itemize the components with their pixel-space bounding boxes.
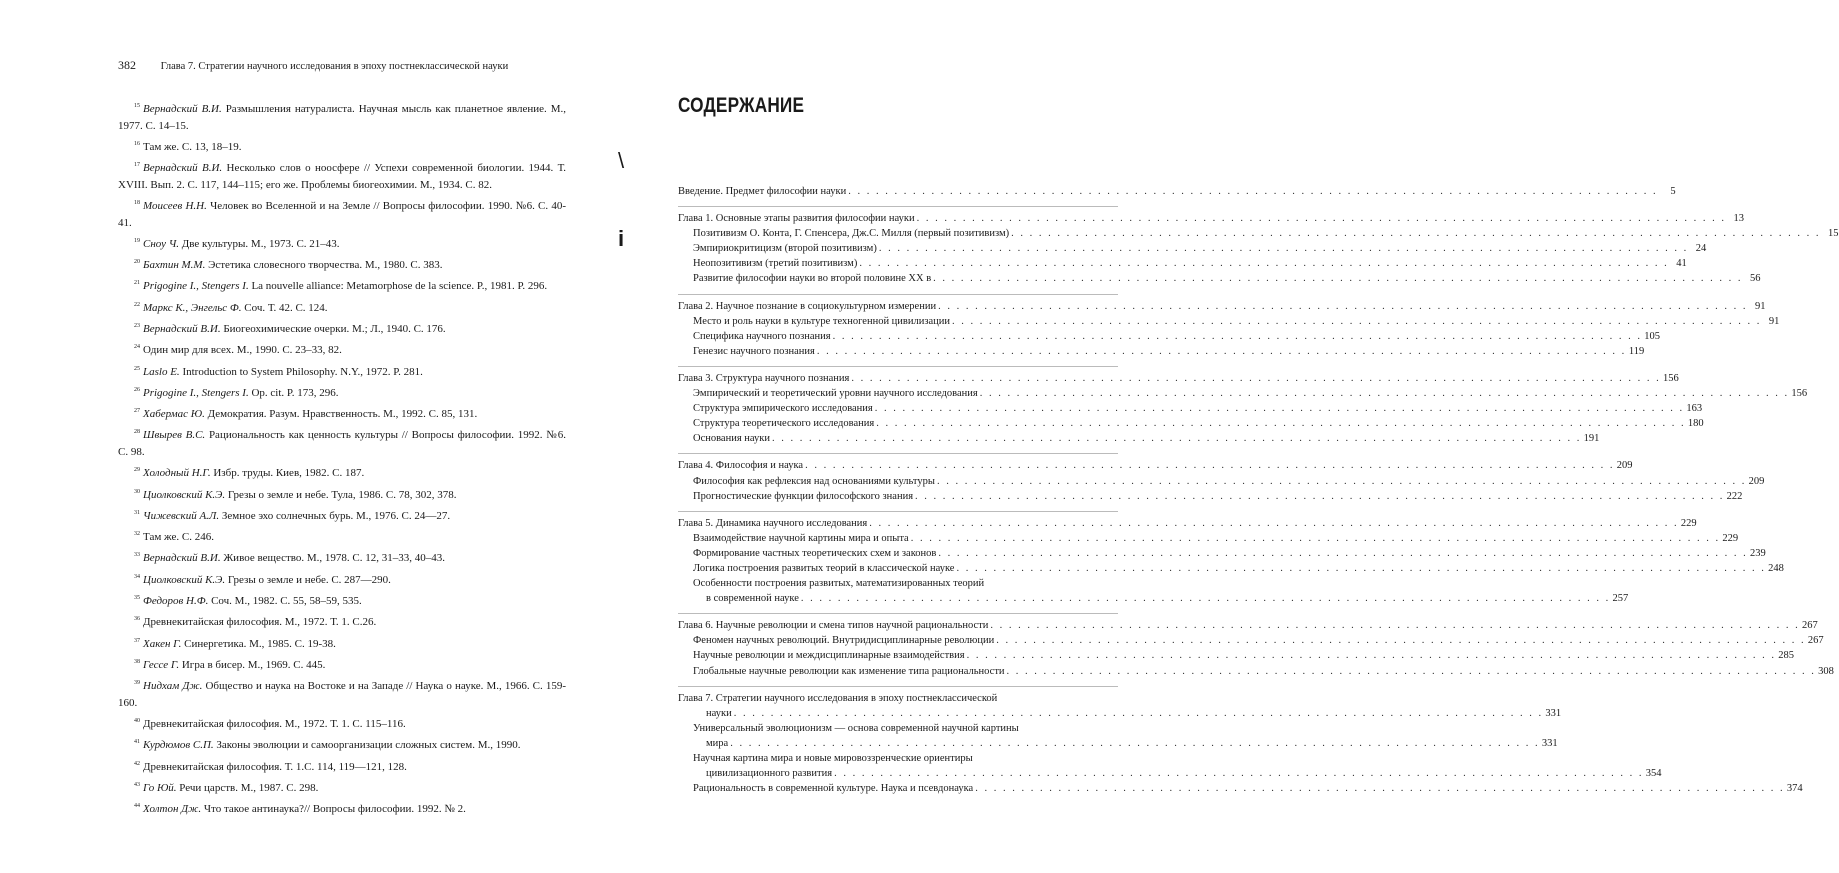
toc-label: в современной науке bbox=[706, 593, 799, 605]
toc-label: Неопозитивизм (третий позитивизм) bbox=[693, 258, 858, 270]
footnote bbox=[118, 403, 566, 423]
footnote bbox=[118, 424, 566, 460]
footnote-text: Синергетика. М., 1985. С. 19-38. bbox=[184, 637, 336, 650]
toc-page-number: 156 bbox=[1662, 372, 1679, 384]
footnote-author: Нидхам Дж. bbox=[143, 680, 203, 693]
footnote-author: Швырев В.С. bbox=[143, 429, 206, 442]
toc-section[interactable] bbox=[678, 258, 1687, 273]
toc-leader-dots bbox=[848, 186, 1657, 197]
footnote bbox=[118, 157, 566, 193]
toc-section[interactable] bbox=[678, 273, 1761, 288]
toc-section[interactable] bbox=[678, 578, 1118, 593]
toc-page-number: 56 bbox=[1750, 273, 1761, 285]
toc-leader-dots bbox=[730, 738, 1539, 749]
toc-label: науки bbox=[706, 707, 732, 719]
footnote-number: 26 bbox=[134, 386, 140, 393]
toc-page-number: 222 bbox=[1726, 490, 1743, 502]
toc-page-number: 156 bbox=[1791, 388, 1808, 400]
toc-leader-dots bbox=[911, 533, 1720, 544]
footnote-number: 39 bbox=[134, 680, 140, 687]
footnote-text: Биогеохимические очерки. М.; Л., 1940. С. 176. bbox=[223, 323, 446, 336]
footnote-author: Го Юй. bbox=[143, 781, 177, 794]
footnote bbox=[118, 275, 566, 295]
toc-section[interactable] bbox=[678, 243, 1707, 258]
toc-leader-dots bbox=[938, 548, 1747, 559]
toc-leader-dots bbox=[879, 243, 1688, 254]
toc-leader-dots bbox=[967, 650, 1776, 661]
toc-page-number: 91 bbox=[1768, 315, 1780, 327]
toc-leader-dots bbox=[801, 593, 1610, 604]
toc-leader-dots bbox=[851, 373, 1660, 384]
footnote-text: Избр. труды. Киев, 1982. С. 187. bbox=[213, 467, 365, 480]
toc-section[interactable] bbox=[678, 532, 1739, 548]
toc-page-number: 354 bbox=[1645, 768, 1662, 780]
toc-chapter[interactable] bbox=[678, 620, 1818, 635]
footnote-author: Бахтин М.М. bbox=[143, 259, 206, 272]
toc-leader-dots bbox=[956, 563, 1765, 574]
toc-label: Прогностические функции философского знания bbox=[693, 490, 914, 502]
toc-section[interactable] bbox=[678, 665, 1834, 681]
footnote-text: Что такое антинаука?// Вопросы философии. 1992. № 2. bbox=[203, 803, 466, 816]
toc-label: Генезис научного познания bbox=[693, 345, 815, 357]
toc-page-number: 191 bbox=[1583, 433, 1600, 445]
toc-leader-dots bbox=[938, 301, 1747, 312]
footnote-text: Земное эхо солнечных бурь. М., 1976. С. 24—27. bbox=[221, 509, 451, 522]
footnote-author: Циолковский К.Э. bbox=[143, 488, 226, 501]
footnote-text: La nouvelle alliance: Metamorphose de la science. P., 1981. P. 296. bbox=[251, 280, 548, 293]
footnote bbox=[118, 590, 566, 610]
toc-section[interactable] bbox=[678, 547, 1766, 563]
toc-section[interactable] bbox=[678, 228, 1839, 243]
footnote-author: Сноу Ч. bbox=[143, 237, 180, 250]
toc-section[interactable] bbox=[678, 783, 1803, 798]
footnote bbox=[118, 505, 566, 525]
toc-chapter[interactable] bbox=[678, 213, 1744, 228]
footnote-author: Хабермас Ю. bbox=[143, 408, 205, 421]
footnote-number: 37 bbox=[134, 637, 140, 644]
footnote-author: Вернадский В.И. bbox=[143, 162, 223, 175]
toc-page-number: 163 bbox=[1686, 403, 1703, 415]
toc-label: Эмпирический и теоретический уровни научного исследования bbox=[693, 388, 978, 400]
toc-leader-dots bbox=[869, 518, 1678, 529]
toc-label: Взаимодействие научной картины мира и опыта bbox=[693, 532, 909, 544]
toc-leader-dots bbox=[975, 783, 1784, 794]
toc-label: Глава 7. Стратегии научного исследования в эпоху постнеклассической bbox=[678, 692, 998, 704]
footnote-number: 44 bbox=[134, 803, 140, 810]
toc-page-number: 229 bbox=[1722, 532, 1739, 544]
footnote-number: 19 bbox=[134, 237, 140, 244]
toc-leader-dots bbox=[980, 388, 1789, 399]
footnote-text: Там же. С. 13, 18–19. bbox=[143, 140, 242, 153]
toc-leader-dots bbox=[876, 418, 1685, 429]
footnote-author: Вернадский В.И. bbox=[143, 323, 221, 336]
footnote-author: Prigogine I., Stengers I. bbox=[143, 280, 249, 293]
left-page-header bbox=[118, 58, 578, 73]
footnote-author: Моисеев Н.Н. bbox=[143, 200, 207, 213]
toc-leader-dots bbox=[734, 708, 1543, 719]
toc-section[interactable] bbox=[678, 737, 1558, 753]
footnote-text: Рациональность как ценность культуры // Вопросы философии. 1992. №6. С. 98. bbox=[118, 429, 566, 459]
footnote bbox=[118, 777, 566, 797]
footnote bbox=[118, 756, 566, 776]
footnote-author: Гессе Г. bbox=[143, 658, 180, 671]
toc-page-number: 285 bbox=[1778, 650, 1794, 662]
toc-page-number: 308 bbox=[1818, 665, 1834, 677]
footnote-author: Циолковский К.Э. bbox=[143, 573, 226, 586]
footnote-text: Несколько слов о ноосфере // Успехи современной биологии. 1944. Т. XVIII. Вып. 2. С. 117, 144–115; его же. Проблемы биогеохимии. М., 1934. С. 82. bbox=[118, 162, 566, 191]
toc-label: Структура эмпирического исследования bbox=[693, 403, 873, 415]
toc-leader-dots bbox=[772, 433, 1581, 444]
toc-page-number: 119 bbox=[1628, 345, 1645, 357]
toc-section[interactable] bbox=[678, 723, 1118, 738]
toc-label: Универсальный эволюционизм — основа современной научной картины bbox=[693, 722, 1019, 734]
toc-page-number: 209 bbox=[1616, 460, 1633, 472]
footnote bbox=[118, 569, 566, 589]
toc-label: Логика построения развитых теорий в классической науке bbox=[693, 562, 955, 574]
toc-divider bbox=[678, 366, 1118, 367]
toc-label: Глава 4. Философия и наука bbox=[678, 460, 804, 472]
toc-chapter[interactable] bbox=[678, 517, 1697, 533]
footnote-text: Демократия. Разум. Нравственность. М., 1992. С. 85, 131. bbox=[207, 408, 478, 421]
toc-label: Глава 3. Структура научного познания bbox=[678, 372, 850, 384]
footnote bbox=[118, 195, 566, 231]
toc-page-number: 91 bbox=[1754, 300, 1766, 312]
toc-leader-dots bbox=[996, 635, 1805, 646]
footnote-author: Laslo E. bbox=[143, 365, 180, 378]
footnote bbox=[118, 484, 566, 504]
toc-leader-dots bbox=[1011, 228, 1820, 239]
toc-section[interactable] bbox=[678, 315, 1780, 331]
footnote-number: 32 bbox=[134, 531, 140, 538]
footnote-text: Древнекитайская философия. М., 1972. Т. 1. С. 115–116. bbox=[143, 718, 406, 730]
toc-page-number: 229 bbox=[1680, 517, 1697, 529]
toc-chapter[interactable] bbox=[678, 693, 1118, 708]
toc-divider bbox=[678, 206, 1118, 207]
footnote-number: 27 bbox=[134, 408, 140, 415]
footnote bbox=[118, 798, 566, 818]
toc-label: Эмпириокритицизм (второй позитивизм) bbox=[693, 243, 877, 255]
toc-page-number: 13 bbox=[1733, 213, 1744, 225]
toc-label: Особенности построения развитых, математизированных теорий bbox=[693, 578, 985, 590]
footnote-number: 31 bbox=[134, 509, 140, 516]
toc-section[interactable] bbox=[678, 330, 1660, 346]
footnote bbox=[118, 654, 566, 674]
footnote-text: Общество и наука на Востоке и на Западе // Наука о науке. М., 1966. С. 159-160. bbox=[118, 680, 567, 709]
footnote-number: 20 bbox=[134, 259, 140, 266]
footnote-number: 22 bbox=[134, 301, 140, 308]
toc-leader-dots bbox=[915, 491, 1724, 502]
footnote-text: Грезы о земле и небе. Тула, 1986. С. 78, 302, 378. bbox=[227, 488, 457, 501]
toc-section[interactable] bbox=[678, 433, 1600, 448]
toc-label: Основания науки bbox=[693, 433, 771, 445]
footnote bbox=[118, 675, 566, 711]
toc-section[interactable] bbox=[678, 768, 1662, 783]
toc-section[interactable] bbox=[678, 707, 1562, 723]
footnote bbox=[118, 547, 566, 567]
toc-page-number: 239 bbox=[1749, 547, 1766, 559]
footnote-author: Вернадский В.И. bbox=[143, 103, 222, 115]
running-head: Глава 7. Стратегии научного исследования в эпоху постнеклассической науки bbox=[160, 61, 509, 72]
toc-chapter[interactable] bbox=[678, 372, 1679, 388]
footnote-author: Вернадский В.И. bbox=[143, 552, 221, 565]
toc-section[interactable] bbox=[678, 475, 1765, 491]
toc-page-number: 374 bbox=[1786, 783, 1803, 795]
footnotes-list bbox=[118, 98, 566, 819]
toc-divider bbox=[678, 294, 1118, 295]
toc-label: Глава 5. Динамика научного исследования bbox=[678, 517, 868, 529]
toc-leader-dots bbox=[834, 768, 1643, 779]
toc-page-number: 331 bbox=[1545, 707, 1562, 719]
footnote-number: 24 bbox=[134, 344, 140, 351]
toc-label: Место и роль науки в культуре техногенной цивилизации bbox=[693, 315, 951, 327]
toc-section[interactable] bbox=[678, 593, 1629, 608]
footnote-number: 34 bbox=[134, 573, 140, 580]
footnote bbox=[118, 611, 566, 631]
toc-leader-dots bbox=[917, 213, 1726, 224]
footnote-number: 36 bbox=[134, 616, 140, 623]
toc-label: Глава 2. Научное познание в социокультурном измерении bbox=[678, 300, 937, 312]
footnote-text: Речи царств. М., 1987. С. 298. bbox=[179, 781, 319, 794]
footnote-number: 29 bbox=[134, 467, 140, 474]
toc-page-number: 267 bbox=[1807, 635, 1824, 647]
footnote-number: 40 bbox=[134, 718, 140, 724]
footnote-text: Introduction to System Philosophy. N.Y., 1972. P. 281. bbox=[182, 365, 423, 378]
toc-label: Развитие философии науки во второй половине XX в bbox=[693, 273, 932, 285]
footnote bbox=[118, 382, 566, 402]
footnote bbox=[118, 526, 566, 546]
footnote-author: Хакен Г. bbox=[143, 637, 182, 650]
footnote bbox=[118, 734, 566, 754]
toc-leader-dots bbox=[990, 620, 1799, 631]
footnote-text: Эстетика словесного творчества. М., 1980. С. 383. bbox=[208, 259, 443, 272]
footnote-text: Живое вещество. М., 1978. С. 12, 31–33, 40–43. bbox=[223, 552, 446, 565]
toc-leader-dots bbox=[859, 258, 1668, 269]
toc-section[interactable] bbox=[678, 650, 1794, 665]
toc-label: Позитивизм О. Конта, Г. Спенсера, Дж.С. Милля (первый позитивизм) bbox=[693, 228, 1010, 240]
toc-page-number: 105 bbox=[1644, 330, 1660, 342]
footnote-text: Соч. М., 1982. С. 55, 58–59, 535. bbox=[211, 595, 362, 607]
footnote-text: Там же. С. 246. bbox=[143, 531, 214, 544]
footnote-author: Курдюмов С.П. bbox=[143, 739, 214, 752]
toc-label: Философия как рефлексия над основаниями культуры bbox=[693, 475, 935, 487]
toc-label: Специфика научного познания bbox=[693, 330, 831, 342]
footnote-number: 42 bbox=[134, 760, 140, 767]
toc-page-number: 267 bbox=[1802, 620, 1818, 632]
footnote-number: 43 bbox=[134, 781, 140, 788]
toc-page-number: 331 bbox=[1541, 737, 1558, 749]
footnote-number: 21 bbox=[134, 280, 140, 287]
toc-label: Глава 6. Научные революции и смена типов научной рациональности bbox=[678, 620, 989, 632]
toc-title: СОДЕРЖАНИЕ bbox=[678, 94, 805, 117]
footnote bbox=[118, 339, 566, 359]
toc-section[interactable] bbox=[678, 635, 1824, 650]
footnote-text: Законы эволюции и самоорганизации сложных систем. М., 1990. bbox=[216, 739, 521, 752]
footnote-author: Федоров Н.Ф. bbox=[143, 595, 209, 607]
footnote-number: 33 bbox=[134, 552, 140, 559]
toc-label: мира bbox=[706, 737, 729, 749]
footnote-number: 35 bbox=[134, 595, 140, 601]
footnote bbox=[118, 318, 566, 338]
toc-divider bbox=[678, 511, 1118, 512]
footnote-number: 18 bbox=[134, 200, 140, 207]
table-of-contents bbox=[678, 186, 1839, 798]
toc-leader-dots bbox=[933, 273, 1742, 284]
toc-page-number: 248 bbox=[1768, 562, 1784, 574]
toc-label: цивилизационного развития bbox=[706, 768, 833, 780]
footnote bbox=[118, 254, 566, 274]
footnote-number: 17 bbox=[134, 162, 140, 169]
footnote bbox=[118, 713, 566, 733]
toc-section[interactable] bbox=[678, 403, 1703, 418]
footnote-text: Две культуры. М., 1973. С. 21–43. bbox=[181, 237, 340, 250]
footnote bbox=[118, 633, 566, 653]
toc-label: Рациональность в современной культуре. Наука и псевдонаука bbox=[693, 783, 974, 795]
toc-section[interactable] bbox=[678, 388, 1808, 403]
footnote-number: 28 bbox=[134, 429, 140, 436]
toc-leader-dots bbox=[875, 403, 1684, 414]
footnote-author: Холодный Н.Г. bbox=[143, 467, 211, 480]
toc-leader-dots bbox=[817, 346, 1626, 357]
toc-section[interactable] bbox=[678, 490, 1743, 506]
toc-label: Глава 1. Основные этапы развития философии науки bbox=[678, 213, 915, 225]
toc-leader-dots bbox=[1007, 666, 1816, 677]
margin-mark-slash: \ bbox=[618, 148, 625, 173]
footnote bbox=[118, 462, 566, 482]
footnote-number: 15 bbox=[134, 103, 140, 109]
toc-chapter[interactable] bbox=[678, 300, 1766, 316]
toc-page-number: 209 bbox=[1748, 475, 1765, 487]
footnote-text: Человек во Вселенной и на Земле // Вопросы философии. 1990. №6. С. 40-41. bbox=[118, 200, 566, 229]
toc-label: Формирование частных теоретических схем и законов bbox=[693, 547, 937, 559]
toc-divider bbox=[678, 453, 1118, 454]
footnote-text: Один мир для всех. М., 1990. С. 23–33, 82. bbox=[143, 344, 342, 357]
toc-leader-dots bbox=[937, 476, 1746, 487]
footnote-number: 30 bbox=[134, 488, 140, 495]
footnote-text: Соч. Т. 42. С. 124. bbox=[244, 301, 328, 314]
footnote-text: Размышления натуралиста. Научная мысль как планетное явление. М., 1977. С. 14–15. bbox=[118, 103, 567, 132]
footnote bbox=[118, 233, 566, 253]
toc-leader-dots bbox=[952, 316, 1761, 327]
footnote-number: 41 bbox=[134, 739, 140, 746]
toc-chapter[interactable] bbox=[678, 460, 1633, 475]
page-number: 382 bbox=[118, 58, 136, 72]
toc-section[interactable] bbox=[678, 418, 1704, 433]
toc-page-number: 180 bbox=[1687, 418, 1704, 430]
toc-page-number: 15 bbox=[1828, 228, 1839, 240]
toc-section[interactable] bbox=[678, 562, 1784, 578]
toc-leader-dots bbox=[805, 460, 1614, 471]
toc-page-number: 257 bbox=[1612, 593, 1629, 605]
margin-mark-i: i bbox=[618, 226, 625, 251]
toc-label: Научные революции и междисциплинарные взаимодействия bbox=[693, 650, 965, 662]
footnote-text: Op. cit. P. 173, 296. bbox=[251, 386, 339, 399]
footnote-number: 38 bbox=[134, 658, 140, 665]
footnote-author: Холтон Дж. bbox=[143, 803, 202, 816]
footnote-number: 16 bbox=[134, 140, 140, 147]
toc-label: Научная картина мира и новые мировоззренческие ориентиры bbox=[693, 753, 973, 764]
toc-label: Введение. Предмет философии науки bbox=[678, 186, 847, 197]
footnote-text: Древнекитайская философия. Т. 1.С. 114, 119—121, 128. bbox=[143, 760, 407, 773]
toc-divider bbox=[678, 686, 1118, 687]
footnote-text: Грезы о земле и небе. С. 287—290. bbox=[227, 573, 391, 586]
toc-label: Феномен научных революций. Внутридисциплинарные революции bbox=[693, 635, 995, 647]
toc-leader-dots bbox=[833, 331, 1642, 342]
toc-page-number: 24 bbox=[1695, 243, 1707, 255]
toc-page-number: 41 bbox=[1676, 258, 1687, 270]
footnote-text: Игра в бисер. М., 1969. С. 445. bbox=[181, 658, 326, 671]
footnote bbox=[118, 136, 566, 156]
footnote bbox=[118, 361, 566, 381]
toc-label: Структура теоретического исследования bbox=[693, 418, 875, 430]
footnote-author: Prigogine I., Stengers I. bbox=[143, 386, 249, 399]
toc-section[interactable] bbox=[678, 753, 1118, 768]
toc-label: Глобальные научные революции как изменение типа рациональности bbox=[693, 665, 1005, 677]
footnote-text: Древнекитайская философия. М., 1972. Т. 1. С.26. bbox=[143, 616, 377, 629]
footnote-author: Чижевский А.Л. bbox=[143, 509, 220, 522]
footnote-author: Маркс К., Энгельс Ф. bbox=[143, 301, 242, 314]
footnote bbox=[118, 98, 566, 134]
toc-chapter[interactable] bbox=[678, 186, 1676, 201]
toc-page-number: 5 bbox=[1670, 186, 1676, 197]
footnote bbox=[118, 297, 566, 317]
toc-section[interactable] bbox=[678, 345, 1645, 361]
toc-divider bbox=[678, 613, 1118, 614]
footnote-number: 25 bbox=[134, 365, 140, 372]
footnote-number: 23 bbox=[134, 323, 140, 330]
